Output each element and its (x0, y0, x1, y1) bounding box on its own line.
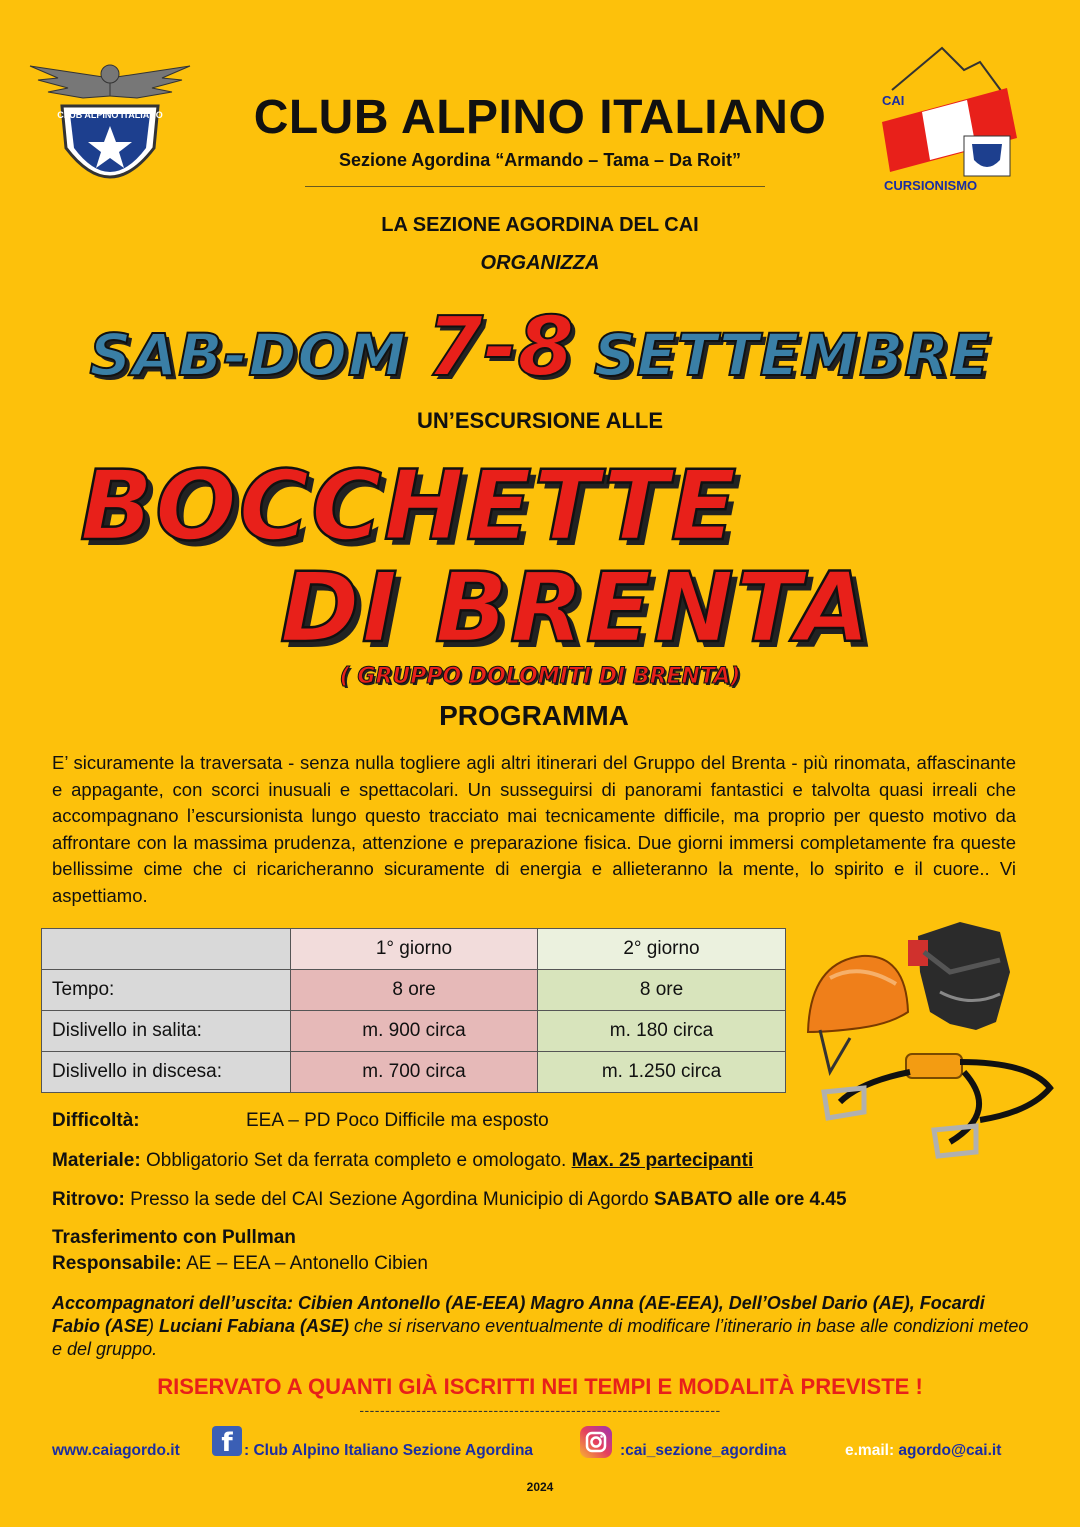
via-ferrata-set-icon (824, 1054, 1050, 1156)
date-days: SAB-DOM (89, 321, 407, 389)
email-label: e.mail: (845, 1442, 895, 1459)
harness-icon (908, 922, 1010, 1030)
difficulty-label: Difficoltà: (52, 1110, 140, 1131)
table-cell: m. 700 circa (291, 1052, 538, 1093)
meeting-time: SABATO alle ore 4.45 (653, 1189, 847, 1210)
header-divider (305, 186, 765, 187)
event-date (0, 300, 1080, 395)
responsible-value: AE – EEA – Antonello Cibien (181, 1253, 428, 1274)
event-title-line-1: BOCCHETTE (80, 450, 739, 562)
organizer-line: LA SEZIONE AGORDINA DEL CAI (381, 214, 699, 236)
table-header-cell: 1° giorno (291, 929, 538, 970)
table-cell: 8 ore (291, 970, 538, 1011)
table-cell: m. 900 circa (291, 1011, 538, 1052)
meeting-row (52, 1189, 847, 1211)
club-title: CLUB ALPINO ITALIANO (253, 91, 827, 144)
meeting-place: Presso la sede del CAI Sezione Agordina Municipio di Agordo (124, 1189, 654, 1210)
facebook-link[interactable]: : Club Alpino Italiano Sezione Agordina (244, 1442, 534, 1459)
date-month: SETTEMBRE (593, 321, 991, 389)
email-row (845, 1442, 1001, 1460)
material-label: Materiale: (52, 1150, 141, 1171)
material-row (52, 1150, 753, 1172)
logo-left-text: CLUB ALPINO ITALIANO (57, 110, 163, 120)
guides-paragraph (52, 1292, 1032, 1361)
table-cell: Dislivello in discesa: (42, 1052, 291, 1093)
website-link[interactable]: www.caiagordo.it (52, 1442, 180, 1459)
guides-sep: ) (148, 1316, 160, 1336)
max-participants: Max. 25 partecipanti (571, 1150, 754, 1171)
excursion-line: UN’ESCURSIONE ALLE (416, 408, 664, 433)
date-numbers: 7-8 (426, 300, 575, 395)
equipment-illustration (800, 912, 1062, 1172)
table-cell: 8 ore (538, 970, 786, 1011)
table-row (42, 1052, 786, 1093)
table-cell: m. 180 circa (538, 1011, 786, 1052)
footer-separator: ---------------------------------------------------------------------- (359, 1402, 721, 1418)
responsible-label: Responsabile: (52, 1253, 182, 1274)
event-title-line-2: DI BRENTA (280, 552, 873, 664)
table-cell: Tempo: (42, 970, 291, 1011)
transfer-line: Trasferimento con Pullman (52, 1227, 296, 1248)
instagram-link[interactable]: :cai_sezione_agordina (620, 1442, 787, 1459)
table-row (42, 1011, 786, 1052)
schedule-table (41, 928, 786, 1093)
table-header-cell: 2° giorno (538, 929, 786, 970)
table-cell: m. 1.250 circa (538, 1052, 786, 1093)
logo-right-top: CAI (882, 93, 905, 108)
guides-names-1: Accompagnatori dell’uscita: Cibien Antonello (AE-EEA) Magro Anna (AE-EEA), Dell’Osbel Dario (AE), Focardi Fabio (ASE (52, 1293, 985, 1336)
instagram-icon[interactable] (580, 1426, 612, 1458)
facebook-icon[interactable]: f (212, 1426, 242, 1456)
guides-note: che si riservano eventualmente di modificare l’itinerario in base alle condizioni meteo e del gruppo. (52, 1316, 1029, 1359)
table-row (42, 970, 786, 1011)
organizes-line: ORGANIZZA (480, 252, 600, 274)
table-header-cell (42, 929, 291, 970)
helmet-icon (808, 956, 908, 1072)
difficulty-row (52, 1110, 549, 1132)
logo-right-bottom: CURSIONISMO (884, 178, 978, 193)
responsible-row (52, 1253, 428, 1275)
mountain-group: ( GRUPPO DOLOMITI DI BRENTA) (339, 664, 741, 689)
difficulty-value: EEA – PD Poco Difficile ma esposto (246, 1110, 549, 1131)
material-value: Obbligatorio Set da ferrata completo e omologato. (140, 1150, 572, 1171)
table-header-row (42, 929, 786, 970)
email-link[interactable]: agordo@cai.it (898, 1442, 1002, 1459)
table-cell: Dislivello in salita: (42, 1011, 291, 1052)
program-heading: PROGRAMMA (439, 700, 629, 731)
guides-names-2: Luciani Fabiana (ASE) (159, 1316, 350, 1336)
description-paragraph: E’ sicuramente la traversata - senza nulla togliere agli altri itinerari del Gruppo del Brenta - più rinomata, affascinante e appagante, con scorci inusuali e spettacolari. Un susseguirsi di panorami fantastici e talvolta quasi irreali che accompagnano l’escursionista lungo questo tracciato mai tecnicamente difficile, ma proprio per questo motivo da affrontare con la massima prudenza, attenzione e preparazione fisica. Due giorni immersi completamente fra queste bellissime cime che ci ricaricheranno sicuramente di energia e allieteranno la mente, lo spirito e il cuore.. Vi aspettiamo. (52, 752, 1016, 906)
section-name: Sezione Agordina “Armando – Tama – Da Roit” (338, 150, 742, 170)
reserved-notice: RISERVATO A QUANTI GIÀ ISCRITTI NEI TEMPI E MODALITÀ PREVISTE ! (157, 1374, 923, 1399)
year: 2024 (526, 1480, 554, 1494)
meeting-label: Ritrovo: (52, 1189, 125, 1210)
